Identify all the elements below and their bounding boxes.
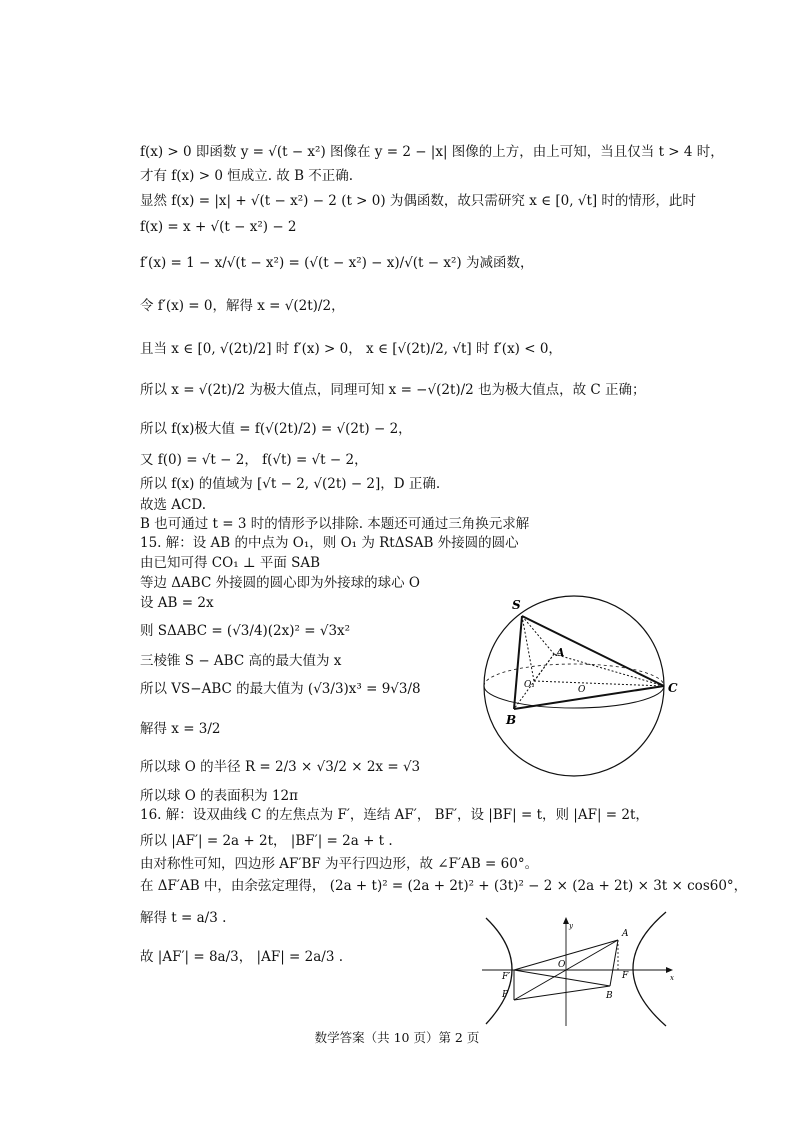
sphere-outline (484, 596, 664, 776)
label-P: P (502, 990, 509, 1000)
text-line-5: f′(x) = 1 − x/√(t − x²) = (√(t − x²) − x)/√(t − x²) 为减函数， (140, 255, 534, 271)
text-line-8: 所以 x = √(2t)/2 为极大值点，同理可知 x = −√(2t)/2 也为极大值点，故 C 正确； (140, 382, 646, 398)
segment-SO1 (522, 616, 534, 681)
label-O1: O₁ (524, 680, 535, 690)
text-line-18: 则 SΔABC = (√3/4)(2x)² = √3x² (140, 623, 351, 639)
edge-SB (514, 616, 522, 709)
text-line-20: 所以 VS−ABC 的最大值为 (√3/3)x³ = 9√3/8 (140, 681, 421, 697)
x-axis-arrow-icon (666, 967, 673, 973)
segment-AB (610, 940, 618, 986)
label-y-axis: y (569, 922, 573, 930)
text-line-9: 所以 f(x)极大值 = f(√(2t)/2) = √(2t) − 2， (140, 421, 412, 437)
text-line-14: 15. 解：设 AB 的中点为 O₁，则 O₁ 为 RtΔSAB 外接圆的圆心 (140, 535, 519, 551)
text-line-11: 所以 f(x) 的值域为 [√t − 2, √(2t) − 2]，D 正确. (140, 476, 441, 492)
text-line-19: 三棱锥 S − ABC 高的最大值为 x (140, 653, 342, 669)
label-S: S (512, 598, 521, 612)
text-line-29: 故 |AF′| = 8a/3， |AF| = 2a/3 . (140, 949, 343, 965)
text-line-2: 才有 f(x) > 0 恒成立. 故 B 不正确. (140, 168, 354, 184)
text-line-1: f(x) > 0 即函数 y = √(t − x²) 图像在 y = 2 − |x| 图像的上方，由上可知，当且仅当 t > 4 时， (140, 144, 724, 160)
text-line-10: 又 f(0) = √t − 2， f(√t) = √t − 2， (140, 452, 368, 468)
segment-PB (514, 986, 610, 1000)
text-line-15: 由已知可得 CO₁ ⊥ 平面 SAB (140, 555, 321, 571)
label-O: O (558, 960, 566, 970)
label-F: F (622, 971, 629, 981)
text-line-16: 等边 ΔABC 外接圆的圆心即为外接球的球心 O (140, 575, 420, 591)
segment-O1A (534, 654, 554, 681)
text-line-22: 所以球 O 的半径 R = 2/3 × √3/2 × 2x = √3 (140, 759, 421, 775)
text-line-21: 解得 x = 3/2 (140, 721, 221, 737)
text-line-12: 故选 ACD. (140, 497, 207, 513)
label-A: A (622, 929, 629, 939)
label-x-axis: x (670, 974, 674, 982)
text-line-24: 16. 解：设双曲线 C 的左焦点为 F′，连结 AF′， BF′，设 |BF| = t，则 |AF| = 2t， (140, 807, 649, 823)
text-line-26: 由对称性可知，四边形 AF′BF 为平行四边形，故 ∠F′AB = 60°。 (140, 856, 539, 872)
text-line-25: 所以 |AF′| = 2a + 2t， |BF′| = 2a + t . (140, 833, 393, 849)
edge-SC (522, 616, 664, 686)
page-footer: 数学答案（共 10 页）第 2 页 (314, 1030, 480, 1045)
label-F-prime: F′ (502, 972, 511, 982)
text-line-3: 显然 f(x) = |x| + √(t − x²) − 2 (t > 0) 为偶函数，故只需研究 x ∈ [0, √t] 时的情形，此时 (140, 193, 696, 209)
text-line-4: f(x) = x + √(t − x²) − 2 (140, 219, 297, 235)
hyperbola-figure (478, 908, 678, 1030)
hyperbola-left-branch (486, 918, 512, 1024)
hyperbola-right-branch (633, 912, 666, 1026)
edge-BC (514, 686, 664, 709)
text-line-17: 设 AB = 2x (140, 595, 214, 611)
label-A: A (556, 646, 565, 659)
label-B: B (606, 991, 613, 1001)
text-line-27: 在 ΔF′AB 中，由余弦定理得， (2a + t)² = (2a + 2t)² + (3t)² − 2 × (2a + 2t) × 3t × cos60°， (140, 878, 748, 894)
label-B: B (506, 713, 517, 727)
text-line-6: 令 f′(x) = 0，解得 x = √(2t)/2， (140, 298, 345, 314)
text-line-28: 解得 t = a/3 . (140, 910, 227, 926)
edge-SA (522, 616, 554, 654)
text-line-23: 所以球 O 的表面积为 12π (140, 788, 298, 804)
segment-O1C (534, 681, 664, 686)
label-C: C (668, 681, 678, 695)
sphere-tetrahedron-figure (474, 592, 684, 782)
label-O: O (578, 685, 586, 695)
text-line-13: B 也可通过 t = 3 时的情形予以排除. 本题还可通过三角换元求解 (140, 516, 530, 532)
text-line-7: 且当 x ∈ [0, √(2t)/2] 时 f′(x) > 0， x ∈ [√(2t)/2, √t] 时 f′(x) < 0， (140, 341, 562, 357)
